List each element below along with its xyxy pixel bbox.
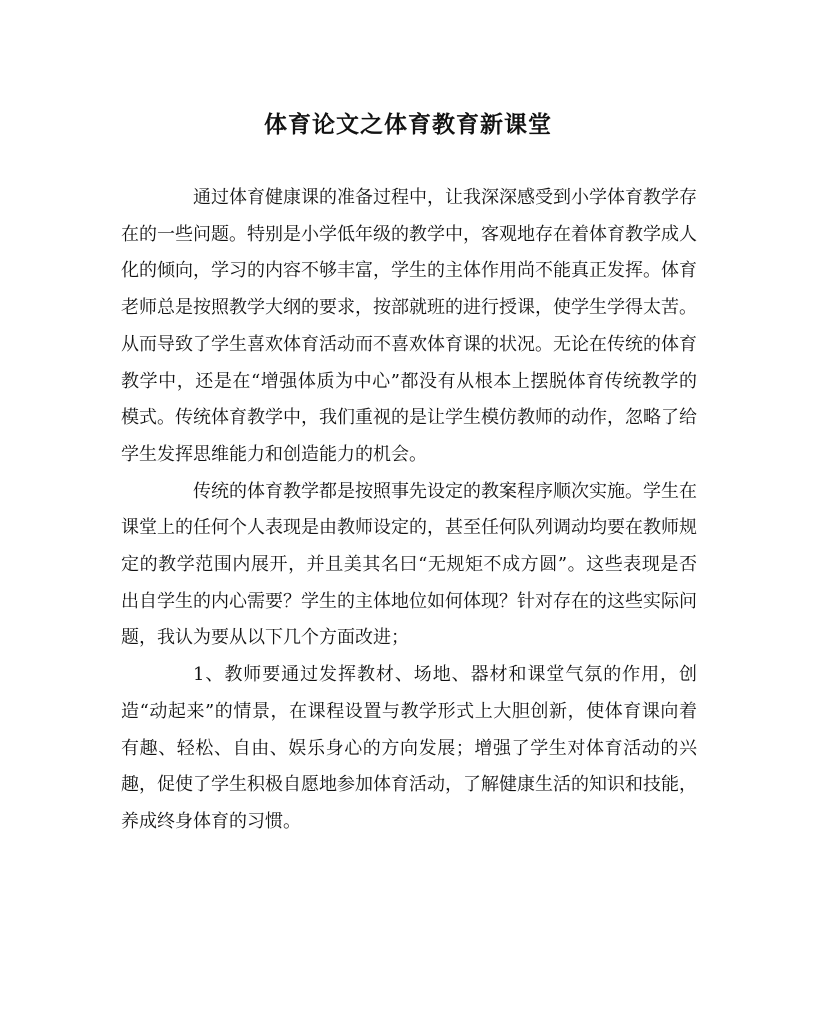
document-body [121, 180, 697, 841]
paragraph-3: 1、教师要通过发挥教材、场地、器材和课堂气氛的作用，创造“动起来”的情景，在课程设置与教学形式上大胆创新，使体育课向着有趣、轻松、自由、娱乐身心的方向发展；增强了学生对体育活动的兴趣，促使了学生积极自愿地参加体育活动，了解健康生活的知识和技能，养成终身体育的习惯。 [121, 664, 697, 832]
paragraph-1: 通过体育健康课的准备过程中，让我深深感受到小学体育教学存在的一些问题。特别是小学低年级的教学中，客观地存在着体育教学成人化的倾向，学习的内容不够丰富，学生的主体作用尚不能真正发挥。体育老师总是按照教学大纲的要求，按部就班的进行授课，使学生学得太苦。从而导致了学生喜欢体育活动而不喜欢体育课的状况。无论在传统的体育教学中，还是在“增强体质为中心”都没有从根本上摆脱体育传统教学的模式。传统体育教学中，我们重视的是让学生模仿教师的动作，忽略了给学生发挥思维能力和创造能力的机会。 [121, 187, 697, 465]
paragraph-2: 传统的体育教学都是按照事先设定的教案程序顺次实施。学生在课堂上的任何个人表现是由教师设定的，甚至任何队列调动均要在教师规定的教学范围内展开，并且美其名曰“无规矩不成方圆”。这些表现是否出自学生的内心需要？学生的主体地位如何体现？针对存在的这些实际问题，我认为要从以下几个方面改进； [121, 480, 697, 649]
document-title: 体育论文之体育教育新课堂 [264, 111, 552, 138]
